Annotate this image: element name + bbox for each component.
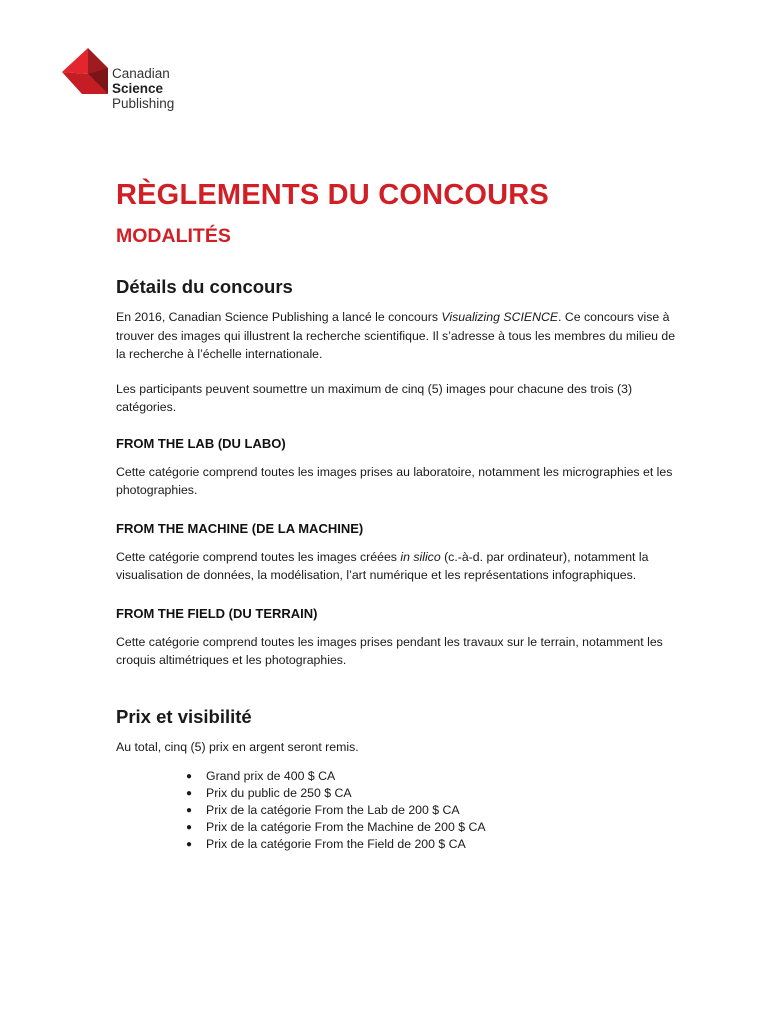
category-machine-italic: in silico — [400, 549, 441, 564]
list-item — [186, 768, 686, 785]
bullet-icon: ● — [186, 805, 193, 816]
category-text-field — [116, 633, 686, 670]
category-heading-machine: FROM THE MACHINE (DE LA MACHINE) — [116, 520, 364, 536]
prize-label: Prix de la catégorie From the Field de 200 $ CA — [206, 837, 466, 851]
category-lab-text: Cette catégorie comprend toutes les images prises au laboratoire, notamment les micrographies et les photographies. — [116, 464, 673, 497]
page-subtitle: MODALITÉS — [116, 225, 231, 247]
prize-label: Prix du public de 250 $ CA — [206, 786, 352, 800]
details-p1-contest-name: Visualizing SCIENCE — [441, 310, 559, 324]
page-title: RÈGLEMENTS DU CONCOURS — [116, 179, 549, 211]
bullet-icon: ● — [186, 839, 193, 850]
section-heading-prizes: Prix et visibilité — [116, 705, 252, 727]
category-heading-field: FROM THE FIELD (DU TERRAIN) — [116, 605, 318, 621]
details-p1-text: En 2016, Canadian Science Publishing a lancé le concours — [116, 310, 442, 324]
list-item — [186, 836, 686, 853]
section-heading-details: Détails du concours — [116, 276, 293, 297]
category-machine-text: Cette catégorie comprend toutes les images créées — [116, 549, 401, 564]
bullet-icon: ● — [186, 788, 193, 799]
list-item — [186, 802, 686, 819]
logo-wordmark — [112, 66, 174, 111]
category-field-text: Cette catégorie comprend toutes les images prises pendant les travaux sur le terrain, notamment les croquis altimétriques et les photographies. — [116, 634, 663, 667]
csp-logo-mark-icon — [62, 46, 112, 96]
prize-label: Grand prix de 400 $ CA — [206, 769, 336, 783]
details-paragraph-1 — [116, 308, 686, 364]
category-text-machine — [116, 548, 686, 585]
category-machine-text-end: (c.-à-d. par ordinateur), notamment la visualisation de données, la modélisation, l’art numérique et les représentations infographiques. — [116, 549, 649, 582]
bullet-icon: ● — [186, 822, 193, 833]
bullet-icon: ● — [186, 771, 193, 782]
prize-label: Prix de la catégorie From the Machine de 200 $ CA — [206, 820, 486, 834]
details-paragraph-2: Les participants peuvent soumettre un maximum de cinq (5) images pour chacune des trois (3) catégories. — [116, 381, 633, 414]
prize-list — [116, 768, 686, 853]
document-body — [116, 176, 686, 853]
prize-label: Prix de la catégorie From the Lab de 200 $ CA — [206, 803, 460, 817]
category-heading-lab: FROM THE LAB (DU LABO) — [116, 435, 286, 451]
category-text-lab — [116, 463, 686, 500]
csp-logo — [62, 46, 222, 112]
logo-line-1: Canadian — [112, 66, 170, 81]
list-item — [186, 819, 686, 836]
logo-line-3: Publishing — [112, 96, 175, 111]
prizes-intro: Au total, cinq (5) prix en argent seront remis. — [116, 739, 359, 754]
logo-line-2: Science — [112, 81, 164, 96]
list-item — [186, 785, 686, 802]
details-p1-text-end: . Ce concours vise à trouver des images qui illustrent la recherche scientifique. Il s’adresse à tous les membres du milieu de la recherche à l’échelle internationale. — [116, 310, 676, 361]
